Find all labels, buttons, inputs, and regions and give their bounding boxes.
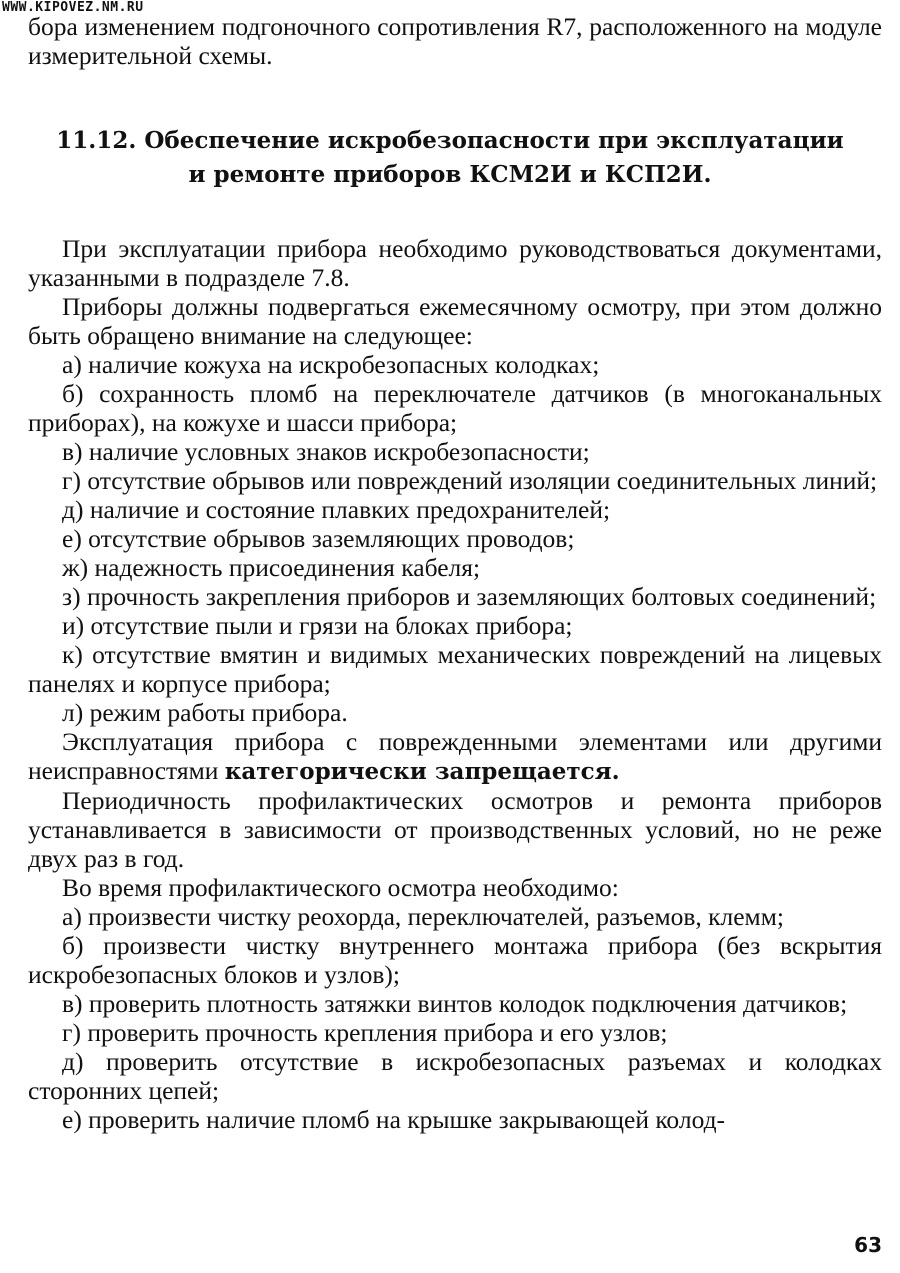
list-item: л) режим работы прибора. (62, 698, 348, 727)
page-number: 63 (854, 1233, 882, 1257)
list-item: г) отсутствие обрывов или повреждений изоляции соединительных линий; (62, 466, 878, 495)
prohibition-paragraph (28, 727, 882, 786)
section-title-line-1 (40, 124, 860, 158)
prohibition-text: Эксплуатация прибора с поврежденными элементами или другими неисправностями (28, 727, 882, 785)
prohibition-emphasis: категорически запрещается. (224, 758, 620, 785)
list-item: и) отсутствие пыли и грязи на блоках прибора; (62, 611, 573, 640)
section-title-part-1: Обеспечение искробезопасности при эксплуатации (144, 127, 844, 154)
list-item: д) наличие и состояние плавких предохранителей; (62, 495, 611, 524)
list-item: е) отсутствие обрывов заземляющих проводов; (62, 524, 575, 553)
paragraph: При эксплуатации прибора необходимо руководствоваться документами, указанными в подразделе 7.8. (28, 234, 882, 292)
list-item: в) проверить плотность затяжки винтов колодок подключения датчиков; (62, 989, 848, 1018)
section-heading (40, 124, 860, 192)
list-item: а) произвести чистку реохорда, переключателей, разъемов, клемм; (62, 902, 784, 931)
list-item: в) наличие условных знаков искробезопасности; (62, 437, 590, 466)
body-text (28, 234, 882, 1134)
list-item: з) прочность закрепления приборов и заземляющих болтовых соединений; (62, 582, 877, 611)
list-item: б) сохранность пломб на переключателе датчиков (в многоканальных приборах), на кожухе и шасси прибора; (28, 379, 882, 437)
top-paragraph: бора изменением подгоночного сопротивления R7, расположенного на модуле измерительной схемы. (28, 12, 882, 70)
list-item: д) проверить отсутствие в искробезопасных разъемах и колодках сторонних цепей; (28, 1047, 882, 1105)
list-item: е) проверить наличие пломб на крышке закрывающей колод- (62, 1105, 726, 1134)
list-item: а) наличие кожуха на искробезопасных колодках; (62, 350, 600, 379)
list-item: г) проверить прочность крепления прибора и его узлов; (62, 1018, 668, 1047)
list-item: ж) надежность присоединения кабеля; (62, 553, 481, 582)
section-number: 11.12. (56, 127, 137, 154)
paragraph: Периодичность профилактических осмотров и ремонта приборов устанавливается в зависимости от производственных условий, но не реже двух раз в год. (28, 786, 882, 873)
list-item: к) отсутствие вмятин и видимых механических повреждений на лицевых панелях и корпусе прибора; (28, 640, 882, 698)
section-title-line-2: и ремонте приборов КСМ2И и КСП2И. (188, 161, 712, 188)
list-item: б) произвести чистку внутреннего монтажа прибора (без вскрытия искробезопасных блоков и узлов); (28, 931, 882, 989)
paragraph: Приборы должны подвергаться ежемесячному осмотру, при этом должно быть обращено внимание на следующее: (28, 292, 882, 350)
paragraph: Во время профилактического осмотра необходимо: (62, 873, 619, 902)
watermark: WWW.KIPOVEZ.NM.RU (2, 0, 144, 15)
